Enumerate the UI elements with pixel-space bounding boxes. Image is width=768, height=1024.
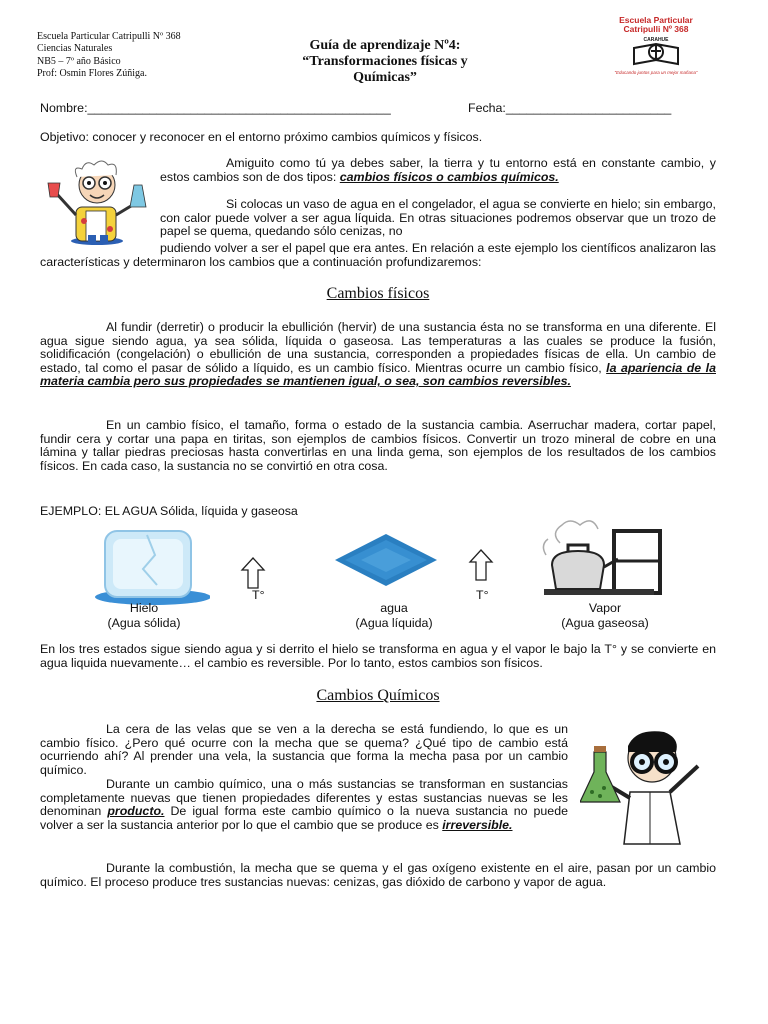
logo-name-line: Escuela Particular bbox=[619, 15, 693, 25]
scientist-flask-illustration bbox=[580, 722, 720, 847]
water-puddle-image bbox=[333, 532, 439, 588]
chemical-text: Durante un cambio químico, una o más sustancias se transforman en sustancias completamente nuevas que tienen propiedades diferentes y estas sustancias nuevas se les denominan bbox=[40, 777, 568, 819]
objective: Objetivo: conocer y reconocer en el entorno próximo cambios químicos y físicos. bbox=[40, 130, 483, 144]
name-field: Nombre:____________________________________________ bbox=[40, 101, 391, 115]
state-name: agua bbox=[380, 601, 408, 615]
chemical-paragraph-1 bbox=[40, 723, 568, 777]
intro-emphasis: cambios físicos o cambios químicos. bbox=[339, 169, 559, 184]
chemical-paragraph-3 bbox=[40, 862, 716, 889]
temperature-label: T° bbox=[252, 588, 265, 602]
state-caption-solid bbox=[88, 601, 200, 630]
kettle-steam-image bbox=[540, 515, 664, 603]
chemical-text: Durante la combustión, la mecha que se quema y el gas oxígeno existente en el aire, pasan por un cambio químico. El proceso produce tres sustancias nuevas: cenizas, gas dióxido de carbono y vapor de agua. bbox=[40, 861, 716, 889]
school-logo bbox=[606, 16, 706, 78]
physical-emphasis: la apariencia de la materia cambia pero sus propiedades se mantienen igual, o sea, son cambios reversibles. bbox=[40, 360, 716, 389]
logo-name-line: Catripulli Nº 368 bbox=[623, 24, 689, 34]
physical-paragraph-2 bbox=[40, 419, 716, 473]
up-arrow-icon bbox=[240, 556, 266, 590]
state-caption-gas bbox=[550, 601, 660, 630]
logo-badge: CARAHUE bbox=[643, 37, 669, 43]
state-name: Vapor bbox=[588, 601, 622, 615]
school-line: Prof: Osmin Flores Zúñiga. bbox=[37, 68, 147, 80]
physical-text: En un cambio físico, el tamaño, forma o estado de la sustancia cambia. Aserruchar madera, cortar papel, fundir cera y cortar una papa en tiritas, son ejemplos de cambios físicos. Convertir un trozo mineral de cobre en una lámina y tallar piedras preciosas hasta convertirlas en una linda gema, son ejemplos de los resultados de los cambios físicos. En cada caso, la sustancia no se convirtió en otra cosa. bbox=[40, 418, 716, 473]
intro-paragraph-2-end bbox=[40, 242, 716, 269]
intro-text: Amiguito como tú ya debes saber, la tierra y tu entorno está en constante cambio, y estos cambios son de dos tipos: bbox=[160, 156, 716, 184]
school-line: NB5 – 7º año Básico bbox=[37, 55, 121, 67]
chemical-emphasis: producto. bbox=[107, 804, 165, 819]
intro-paragraph-2-start bbox=[160, 198, 716, 239]
school-line: Escuela Particular Catripulli Nº 368 bbox=[37, 31, 181, 42]
temperature-label: T° bbox=[476, 588, 489, 602]
scientist-illustration bbox=[42, 155, 152, 247]
document-title bbox=[230, 38, 540, 86]
intro-text: pudiendo volver a ser el papel que era antes. En relación a este ejemplo los científicos analizaron las características y determinaron los cambios que a continuación profundizaremos: bbox=[40, 241, 716, 269]
state-detail: (Agua sólida) bbox=[107, 615, 181, 630]
state-detail: (Agua gaseosa) bbox=[561, 615, 649, 630]
physical-conclusion: En los tres estados sigue siendo agua y si derrito el hielo se transforma en agua y el vapor le bajo la T° y se convierte en agua liquida nuevamente… el cambio es reversible. Por lo tanto, estos cambios son físicos. bbox=[40, 642, 716, 670]
ice-cube-image bbox=[95, 525, 210, 605]
state-detail: (Agua líquida) bbox=[355, 615, 433, 630]
chemical-text: La cera de las velas que se ven a la derecha se está fundiendo, lo que es un cambio físico. ¿Pero qué ocurre con la mecha que se quema? ¿Qué tipo de cambio está ocurriendo ahí? Al prender una vela, la sustancia que forma la mecha pasa por un cambio químico. bbox=[40, 722, 568, 777]
physical-text: Al fundir (derretir) o producir la ebullición (hervir) de una sustancia ésta no se transforma en una diferente. El agua sigue siendo agua, ya sea sólida, líquida o gaseosa. Las temperaturas a las cuales se produce la fusión, solidificación (congelación) o ebullición de una sustancia, corresponden a propiedades físicas de ella. Un cambio de estado, tal como el pasar de sólido a líquido, es un cambio físico. Mientras ocurre un cambio físico, bbox=[40, 320, 716, 375]
state-name: Hielo bbox=[129, 601, 159, 615]
title-line: “Transformaciones físicas y bbox=[302, 54, 468, 69]
state-caption-liquid bbox=[338, 601, 450, 630]
intro-text: Si colocas un vaso de agua en el congelador, el agua se convierte en hielo; sin embargo, con calor puede volver a ser agua líquida. En otras situaciones podremos observar que un trozo de papel se quema, quedando sólo cenizas, no bbox=[160, 197, 716, 239]
chemical-emphasis: irreversible. bbox=[442, 817, 513, 832]
title-line: Químicas” bbox=[353, 70, 417, 85]
intro-paragraph-1 bbox=[160, 157, 716, 184]
chemical-paragraph-2 bbox=[40, 778, 568, 832]
example-label: EJEMPLO: EL AGUA Sólida, líquida y gaseosa bbox=[40, 504, 298, 518]
section-heading-chemical: Cambios Químicos bbox=[316, 687, 440, 704]
chemical-text: De igual forma este cambio químico o la nueva sustancia no puede volver a ser la sustancia anterior por lo que el cambio que se produce es bbox=[40, 804, 568, 832]
title-line: Guía de aprendizaje Nº4: bbox=[309, 38, 461, 53]
logo-motto: “Educando juntos para un mejor mañana” bbox=[614, 70, 698, 75]
school-info bbox=[37, 31, 181, 81]
date-field: Fecha:________________________ bbox=[468, 101, 672, 115]
book-cross-icon bbox=[606, 34, 706, 70]
logo-name bbox=[606, 16, 706, 34]
section-heading-physical: Cambios físicos bbox=[326, 285, 430, 302]
physical-paragraph-1 bbox=[40, 321, 716, 389]
up-arrow-icon bbox=[468, 548, 494, 582]
school-line: Ciencias Naturales bbox=[37, 43, 113, 55]
